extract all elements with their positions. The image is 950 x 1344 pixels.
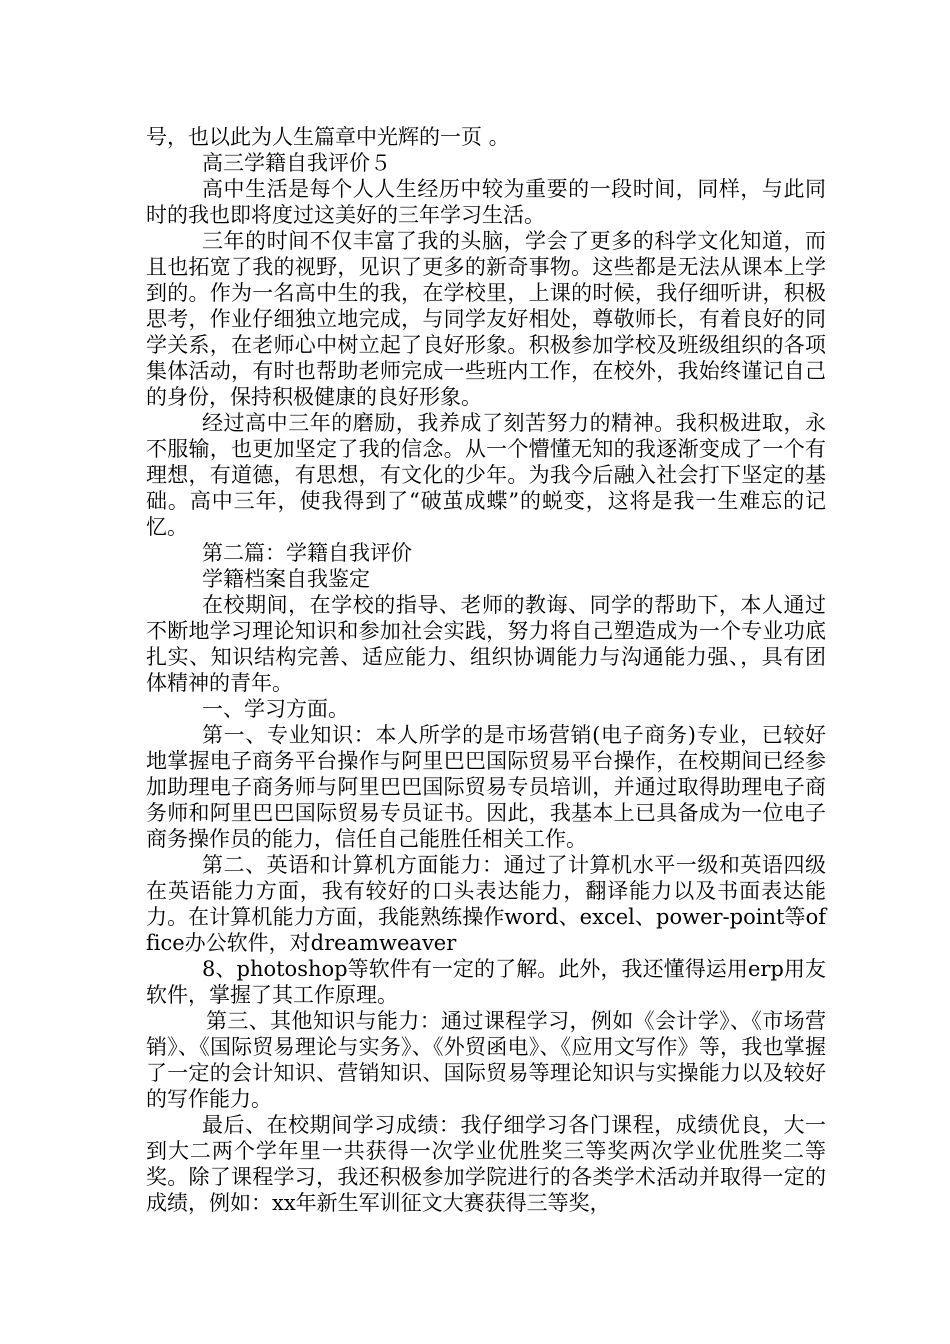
paragraph: 8、photoshop等软件有一定的了解。此外，我还懂得运用erp用友软件，掌握了其工作原理。 (146, 957, 826, 1007)
part-heading: 第二篇：学籍自我评价 (202, 541, 412, 565)
paragraph: 第二、英语和计算机方面能力：通过了计算机水平一级和英语四级在英语能力方面，我有较好的口头表达能力，翻译能力以及书面表达能力。在计算机能力方面，我能熟练操作word、excel、power-point等office办公软件，对dreamweaver (146, 853, 826, 955)
paragraph: 第三、其他知识与能力：通过课程学习，例如《会计学》、《市场营销》、《国际贸易理论与实务》、《外贸函电》、《应用文写作》等，我也掌握了一定的会计知识、营销知识、国际贸易等理论知识与实操能力以及较好的写作能力。 (146, 1009, 826, 1111)
subheading: 学籍档案自我鉴定 (202, 567, 370, 591)
paragraph-continuation: 号，也以此为人生篇章中光辉的一页 。 (146, 125, 510, 149)
paragraph: 高中生活是每个人人生经历中较为重要的一段时间，同样，与此同时的我也即将度过这美好的三年学习生活。 (146, 177, 826, 227)
paragraph: 第一、专业知识：本人所学的是市场营销(电子商务)专业，已较好地掌握电子商务平台操作与阿里巴巴国际贸易平台操作，在校期间已经参加助理电子商务师与阿里巴巴国际贸易专员培训，并通过取得助理电子商务师和阿里巴巴国际贸易专员证书。因此，我基本上已具备成为一位电子商务操作员的能力，信任自己能胜任相关工作。 (146, 723, 826, 851)
section-heading-5: 高三学籍自我评价５ (202, 151, 391, 175)
paragraph: 在校期间，在学校的指导、老师的教诲、同学的帮助下，本人通过不断地学习理论知识和参加社会实践，努力将自己塑造成为一个专业功底扎实、知识结构完善、适应能力、组织协调能力与沟通能力强、，具有团体精神的青年。 (146, 593, 826, 695)
paragraph: 三年的时间不仅丰富了我的头脑，学会了更多的科学文化知道，而且也拓宽了我的视野，见识了更多的新奇事物。这些都是无法从课本上学到的。作为一名高中生的我，在学校里，上课的时候，我仔细听讲，积极思考，作业仔细独立地完成，与同学友好相处，尊敬师长，有着良好的同学关系，在老师心中树立起了良好形象。积极参加学校及班级组织的各项集体活动，有时也帮助老师完成一些班内工作，在校外，我始终谨记自己的身份，保持积极健康的良好形象。 (146, 229, 826, 409)
paragraph: 最后、在校期间学习成绩：我仔细学习各门课程，成绩优良，大一到大二两个学年里一共获得一次学业优胜奖三等奖两次学业优胜奖二等奖。除了课程学习，我还积极参加学院进行的各类学术活动并取得一定的成绩，例如：xx年新生军训征文大赛获得三等奖， (146, 1113, 826, 1215)
document-body (146, 124, 826, 1216)
section-heading-study: 一、学习方面。 (202, 697, 349, 721)
paragraph: 经过高中三年的磨励，我养成了刻苦努力的精神。我积极进取，永不服输，也更加坚定了我的信念。从一个懵懂无知的我逐渐变成了一个有理想，有道德，有思想，有文化的少年。为我今后融入社会打下坚定的基础。高中三年，使我得到了“破茧成蝶”的蜕变，这将是我一生难忘的记忆。 (146, 411, 826, 539)
